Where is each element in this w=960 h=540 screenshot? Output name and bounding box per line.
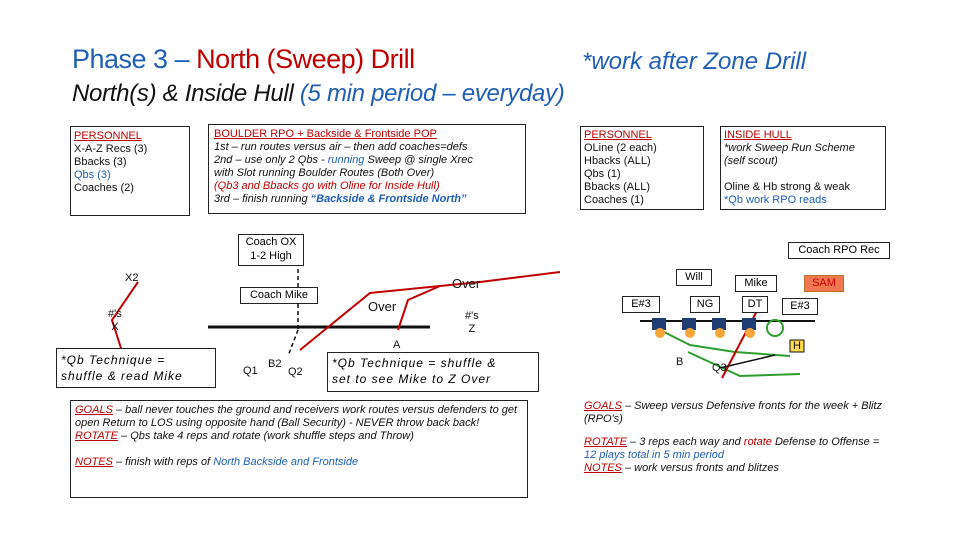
dt-path [722, 305, 760, 378]
mike-box: Mike [735, 275, 777, 292]
inside-hull-line: Oline & Hb strong & weak [724, 181, 850, 193]
personnel-right-line: Qbs (1) [584, 168, 621, 180]
inside-hull-heading: INSIDE HULL [724, 129, 792, 141]
boulder-line: (Qb3 and Bbacks go with Oline for Inside Hull) [214, 180, 440, 192]
guard-dot [685, 328, 695, 338]
center-dot [655, 328, 665, 338]
tackle-dot [715, 328, 725, 338]
end-left-box: E#3 [622, 296, 660, 313]
sam-box: SAM [804, 275, 844, 292]
h-label: H [793, 340, 801, 352]
b2-label: B2 [268, 358, 282, 370]
te-circle [767, 320, 783, 336]
q3-label: Q3 [712, 362, 727, 374]
qb-dash [288, 330, 298, 356]
ng-box: NG [690, 296, 720, 313]
page-title: Phase 3 – North (Sweep) Drill [72, 44, 415, 74]
coach-rpo-box: Coach RPO Rec [788, 242, 890, 259]
inside-hull-line: *work Sweep Run Scheme [724, 142, 855, 154]
h-block [720, 355, 775, 368]
boulder-line: 1st – run routes versus air – then add coaches=defs [214, 141, 468, 153]
personnel-left-line: X-A-Z Recs (3) [74, 143, 148, 155]
personnel-left-line: Coaches (2) [74, 182, 134, 194]
personnel-right-line: Bbacks (ALL) [584, 181, 651, 193]
goals-right-rotate: ROTATE – 3 reps each way and rotate Defense to Offense = 12 plays total in 5 min period [584, 436, 880, 461]
personnel-right-line: Coaches (1) [584, 194, 644, 206]
personnel-left-line: Qbs (3) [74, 169, 111, 181]
boulder-line: 2nd – use only 2 Qbs - running Sweep @ single Xrec [214, 154, 473, 166]
goals-left-rotate: ROTATE – Qbs take 4 reps and rotate (work shuffle steps and Throw) [75, 430, 414, 442]
inside-hull-line: *Qb work RPO reads [724, 194, 827, 206]
end-dot [745, 328, 755, 338]
x2-label: X2 [125, 272, 139, 284]
end-right-box: E#3 [782, 298, 818, 315]
boulder-line: with Slot running Boulder Routes (Both Over) [214, 167, 435, 179]
personnel-right-line: OLine (2 each) [584, 142, 657, 154]
goals-right-block [584, 400, 884, 475]
a-label: A [393, 339, 401, 351]
goals-right-goals: GOALS – Sweep versus Defensive fronts for the week + Blitz (RPO's) [584, 400, 883, 425]
personnel-left-heading: PERSONNEL [74, 130, 142, 142]
dt-box: DT [742, 296, 768, 313]
boulder-line: 3rd – finish running “Backside & Frontside North” [214, 193, 467, 205]
coach-mike-box: Coach Mike [240, 287, 318, 304]
goals-right-notes: NOTES – work versus fronts and blitzes [584, 462, 780, 474]
work-after-note: *work after Zone Drill [582, 48, 807, 75]
goals-left-goals: GOALS – ball never touches the ground and receivers work routes versus defenders to get open Return to LOS using opposite hand (Ball Security) - NEVER throw back back! [75, 404, 518, 429]
goals-left-notes: NOTES – finish with reps of North Backside and Frontside [75, 456, 359, 468]
coach-ox-box: Coach OX 1-2 High [238, 234, 304, 266]
qb-technique-left-box: *Qb Technique = shuffle & read Mike [56, 348, 216, 388]
q1-label: Q1 [243, 365, 258, 377]
boulder-heading: BOULDER RPO + Backside & Frontside POP [214, 128, 437, 140]
inside-hull-line: (self scout) [724, 155, 778, 167]
q2-label: Q2 [288, 366, 303, 378]
qb-technique-mid-box: *Qb Technique = shuffle & set to see Mike to Z Over [327, 352, 539, 392]
b-label: B [676, 356, 684, 368]
goals-left-box [70, 400, 528, 498]
z-numbers-label: #'s Z [465, 310, 479, 335]
over-label-1: Over [452, 276, 481, 291]
z-route [300, 272, 560, 350]
will-box: Will [676, 269, 712, 286]
over-label-2: Over [368, 299, 397, 314]
personnel-left-line: Bbacks (3) [74, 156, 127, 168]
personnel-right-line: Hbacks (ALL) [584, 155, 651, 167]
a-route [398, 286, 440, 330]
x-numbers-label: #'s X [108, 308, 122, 333]
personnel-right-heading: PERSONNEL [584, 129, 652, 141]
page-subtitle: North(s) & Inside Hull (5 min period – everyday) [72, 80, 565, 107]
